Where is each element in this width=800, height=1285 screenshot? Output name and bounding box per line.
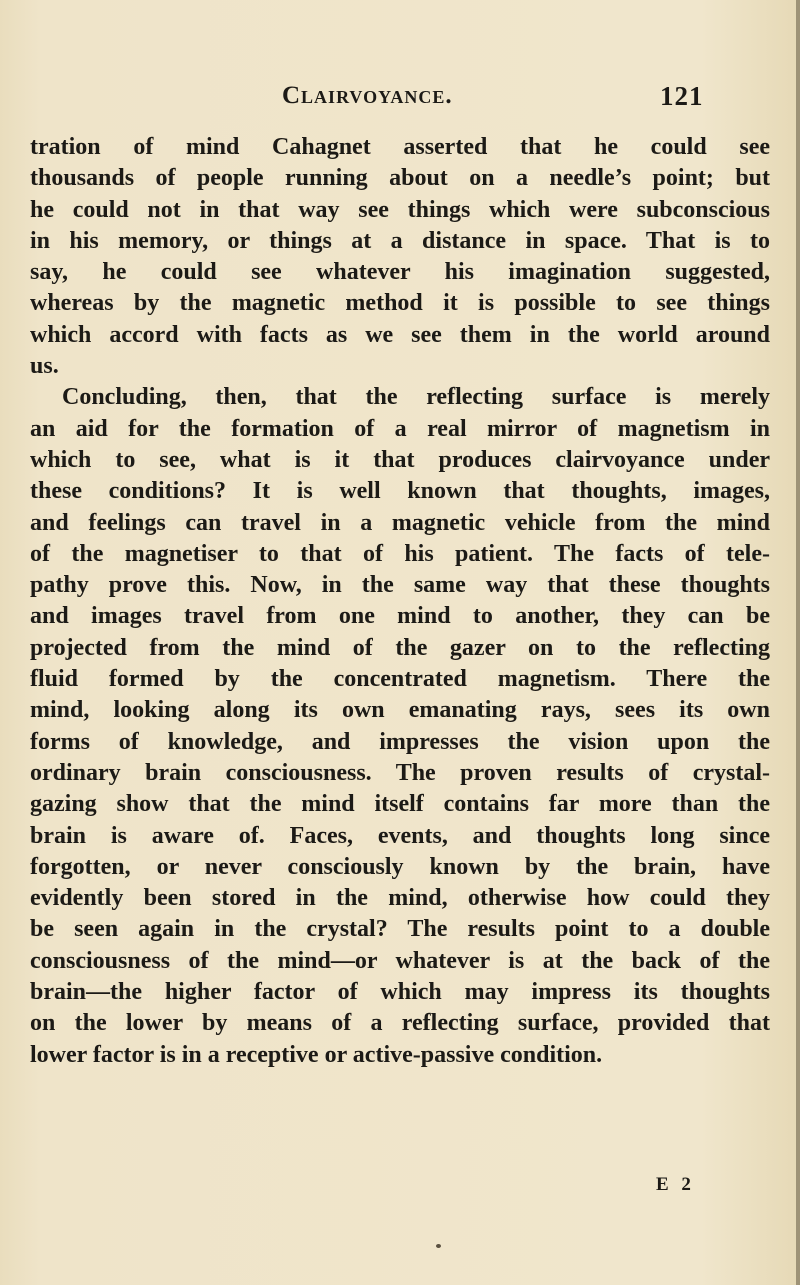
text-line: tration of mind Cahagnet asserted that he could see (30, 134, 770, 160)
text-line: us. (30, 353, 59, 380)
paragraph (30, 132, 770, 382)
text-line: be seen again in the crystal? The results point to a double (30, 916, 770, 943)
text-line: forms of knowledge, and impresses the vision upon the (30, 728, 770, 755)
text-line: projected from the mind of the gazer on to the reflecting (30, 634, 770, 661)
text-line: thousands of people running about on a needle’s point; but (30, 165, 770, 192)
text-line: mind, looking along its own emanating rays, sees its own (30, 697, 770, 724)
text-line: pathy prove this. Now, in the same way that these thoughts (30, 572, 770, 599)
text-line: and feelings can travel in a magnetic vehicle from the mind (30, 509, 770, 536)
text-line: he could not in that way see things which were subconscious (30, 196, 770, 223)
text-line: which accord with facts as we see them in the world around (30, 321, 770, 348)
paragraph (30, 382, 770, 1071)
text-line: these conditions? It is well known that thoughts, images, (30, 478, 770, 505)
text-line: and images travel from one mind to another, they can be (30, 603, 770, 630)
page-header (0, 78, 800, 118)
body-text (30, 132, 770, 1071)
text-line: which to see, what is it that produces clairvoyance under (30, 446, 770, 473)
text-line: forgotten, or never consciously known by the brain, have (30, 853, 770, 880)
text-line: say, he could see whatever his imagination suggested, (30, 259, 770, 286)
text-line: on the lower by means of a reflecting surface, provided that (30, 1010, 770, 1037)
text-line: evidently been stored in the mind, otherwise how could they (30, 885, 770, 912)
page-edge (796, 0, 800, 1285)
text-line: whereas by the magnetic method it is possible to see things (30, 290, 770, 317)
text-line: ordinary brain consciousness. The proven results of crystal- (30, 759, 770, 786)
text-line: fluid formed by the concentrated magnetism. There the (30, 666, 770, 693)
signature-mark: E 2 (656, 1174, 695, 1195)
text-line: of the magnetiser to that of his patient. The facts of tele- (30, 540, 770, 567)
ink-speck (436, 1244, 441, 1248)
text-line: Concluding, then, that the reflecting surface is merely (62, 384, 770, 411)
text-line: gazing show that the mind itself contains far more than the (30, 791, 770, 818)
text-line: consciousness of the mind—or whatever is at the back of the (30, 947, 770, 974)
text-line: in his memory, or things at a distance in space. That is to (30, 227, 770, 254)
text-line: brain is aware of. Faces, events, and thoughts long since (30, 822, 770, 849)
text-line: an aid for the formation of a real mirror of magnetism in (30, 415, 770, 442)
running-head: Clairvoyance. (282, 82, 453, 109)
text-line: brain—the higher factor of which may impress its thoughts (30, 979, 770, 1006)
page-number: 121 (660, 81, 704, 111)
text-line: lower factor is in a receptive or active-passive condition. (30, 1041, 603, 1068)
